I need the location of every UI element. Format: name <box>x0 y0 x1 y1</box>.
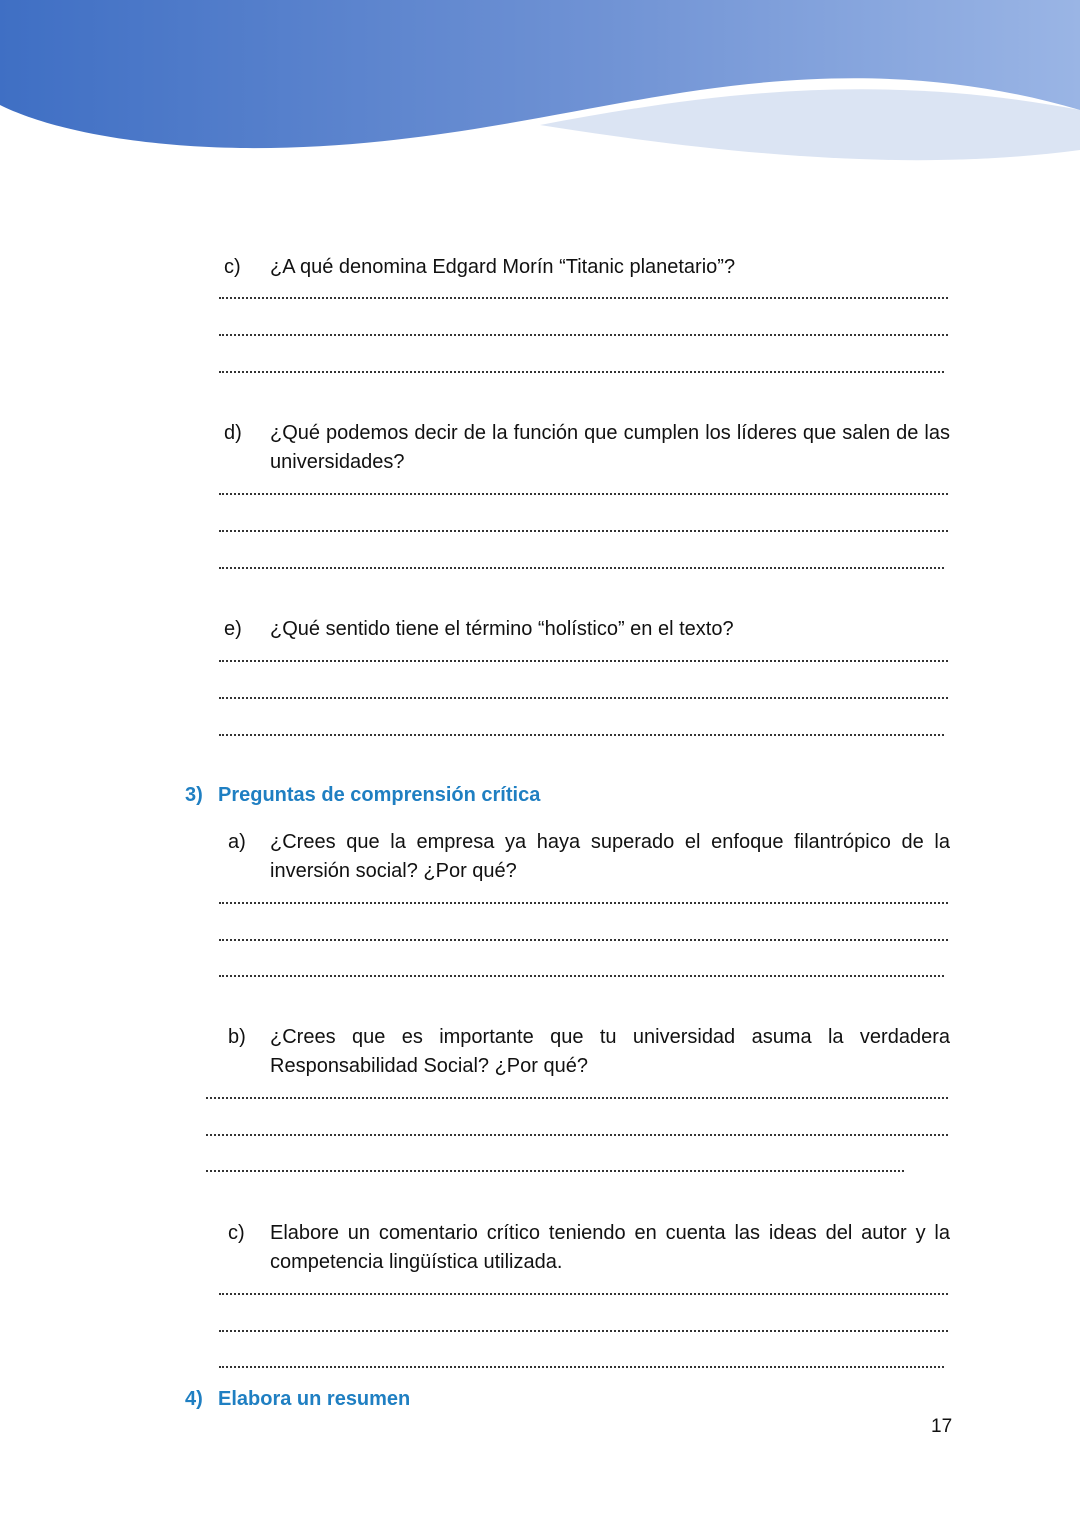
answer-line[interactable] <box>206 1134 948 1136</box>
question-letter: a) <box>228 831 246 853</box>
question-text: ¿Qué sentido tiene el término “holístico” en el texto? <box>270 618 734 640</box>
section-title: Elabora un resumen <box>218 1388 411 1410</box>
question-letter: c) <box>228 1222 245 1244</box>
question-letter: b) <box>228 1026 246 1048</box>
section-3-heading <box>185 784 540 807</box>
answer-line[interactable] <box>206 1170 904 1172</box>
page-number: 17 <box>931 1416 953 1437</box>
answer-line[interactable] <box>219 1293 948 1295</box>
answer-line[interactable] <box>219 939 948 941</box>
answer-line[interactable] <box>219 334 948 336</box>
question-text: Elabore un comentario crítico teniendo en cuenta las ideas del autor y la competencia lingüística utilizada. <box>270 1222 950 1273</box>
section-4-heading <box>185 1388 410 1411</box>
answer-line[interactable] <box>219 530 948 532</box>
question-text: ¿Qué podemos decir de la función que cumplen los líderes que salen de las universidades? <box>270 422 950 473</box>
question-text: ¿A qué denomina Edgard Morín “Titanic planetario”? <box>270 256 736 278</box>
question-text: ¿Crees que la empresa ya haya superado el enfoque filantrópico de la inversión social? ¿Por qué? <box>270 831 950 882</box>
answer-line[interactable] <box>219 902 948 904</box>
question-text: ¿Crees que es importante que tu universidad asuma la verdadera Responsabilidad Social? ¿Por qué? <box>270 1026 950 1077</box>
question-letter: d) <box>224 422 242 444</box>
answer-line[interactable] <box>219 297 948 299</box>
header-wave-banner <box>0 0 1080 170</box>
answer-line[interactable] <box>219 734 944 736</box>
answer-line[interactable] <box>219 697 948 699</box>
answer-line[interactable] <box>219 660 948 662</box>
answer-line[interactable] <box>219 1330 948 1332</box>
answer-line[interactable] <box>219 567 944 569</box>
question-letter: c) <box>224 256 241 278</box>
section-number: 4) <box>185 1388 203 1410</box>
answer-line[interactable] <box>206 1097 948 1099</box>
answer-line[interactable] <box>219 1366 944 1368</box>
question-letter: e) <box>224 618 242 640</box>
answer-line[interactable] <box>219 371 944 373</box>
section-title: Preguntas de comprensión crítica <box>218 784 541 806</box>
answer-line[interactable] <box>219 975 944 977</box>
section-number: 3) <box>185 784 203 806</box>
answer-line[interactable] <box>219 493 948 495</box>
